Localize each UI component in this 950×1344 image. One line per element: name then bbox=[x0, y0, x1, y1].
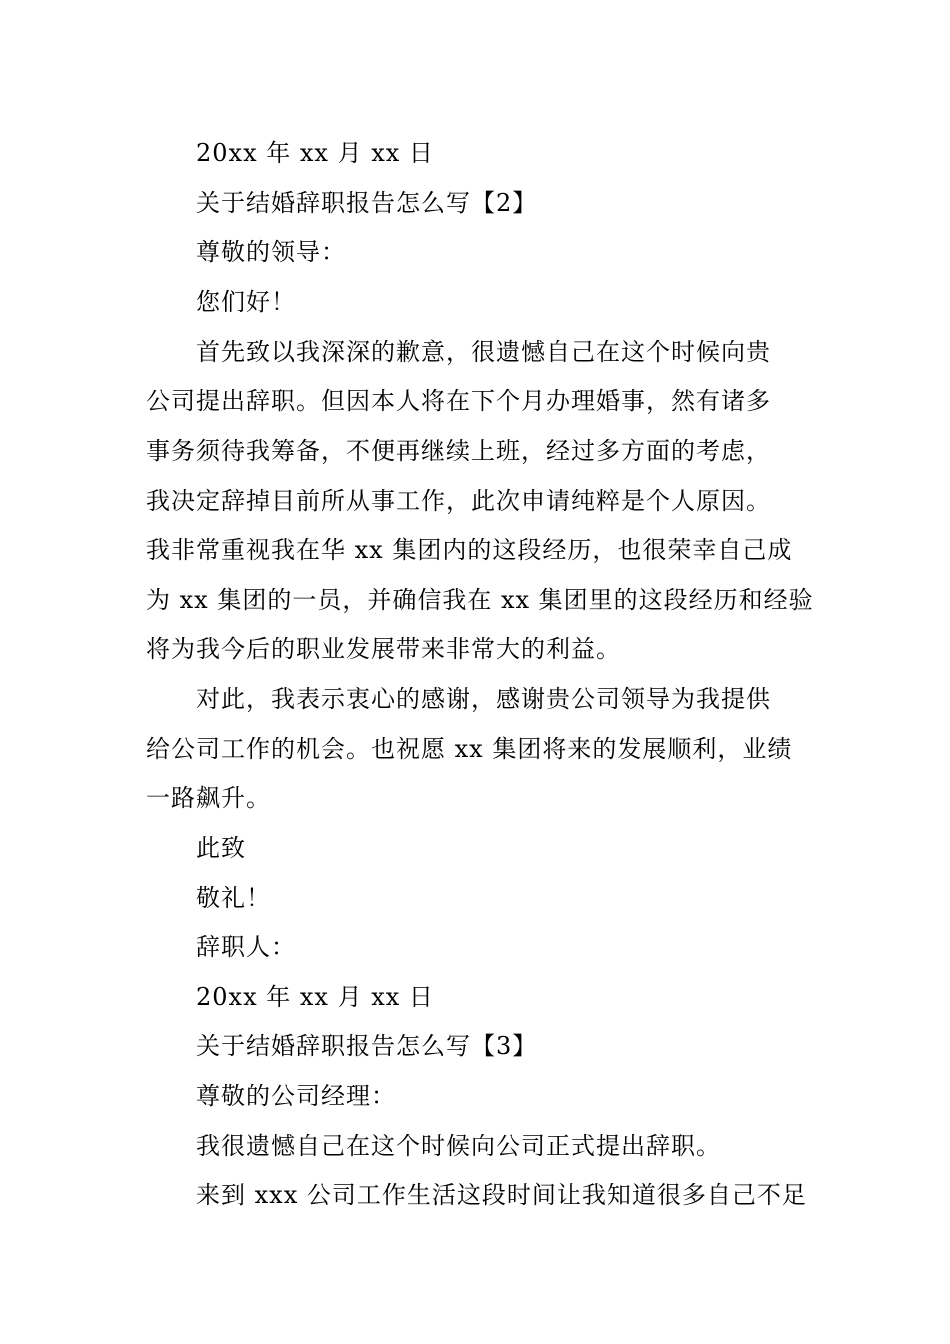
paragraph-line: 事务须待我筹备，不便再继续上班，经过多方面的考虑， bbox=[146, 437, 771, 465]
paragraph-line: 为 xx 集团的一员，并确信我在 xx 集团里的这段经历和经验 bbox=[146, 586, 814, 614]
paragraph-line: 一路飙升。 bbox=[146, 784, 271, 812]
paragraph-line: 来到 xxx 公司工作生活这段时间让我知道很多自己不足 bbox=[196, 1181, 807, 1209]
greeting: 您们好！ bbox=[196, 288, 296, 316]
closing-line: 此致 bbox=[196, 834, 246, 862]
paragraph-line: 首先致以我深深的歉意，很遗憾自己在这个时候向贵 bbox=[196, 338, 771, 366]
section-heading-3: 关于结婚辞职报告怎么写【3】 bbox=[196, 1032, 538, 1060]
signature-label: 辞职人： bbox=[196, 933, 296, 961]
paragraph-line: 我非常重视我在华 xx 集团内的这段经历，也很荣幸自己成 bbox=[146, 536, 793, 564]
paragraph-line: 我很遗憾自己在这个时候向公司正式提出辞职。 bbox=[196, 1132, 721, 1160]
paragraph-line: 对此，我表示衷心的感谢，感谢贵公司领导为我提供 bbox=[196, 685, 771, 713]
date-line: 20xx 年 xx 月 xx 日 bbox=[196, 983, 434, 1011]
paragraph-line: 公司提出辞职。但因本人将在下个月办理婚事，然有诸多 bbox=[146, 387, 771, 415]
paragraph-line: 给公司工作的机会。也祝愿 xx 集团将来的发展顺利，业绩 bbox=[146, 735, 793, 763]
paragraph-line: 将为我今后的职业发展带来非常大的利益。 bbox=[146, 635, 621, 663]
closing-line: 敬礼！ bbox=[196, 884, 271, 912]
salutation: 尊敬的领导： bbox=[196, 238, 346, 266]
date-line: 20xx 年 xx 月 xx 日 bbox=[196, 139, 434, 167]
section-heading-2: 关于结婚辞职报告怎么写【2】 bbox=[196, 189, 538, 217]
salutation: 尊敬的公司经理： bbox=[196, 1082, 396, 1110]
paragraph-line: 我决定辞掉目前所从事工作，此次申请纯粹是个人原因。 bbox=[146, 487, 771, 515]
